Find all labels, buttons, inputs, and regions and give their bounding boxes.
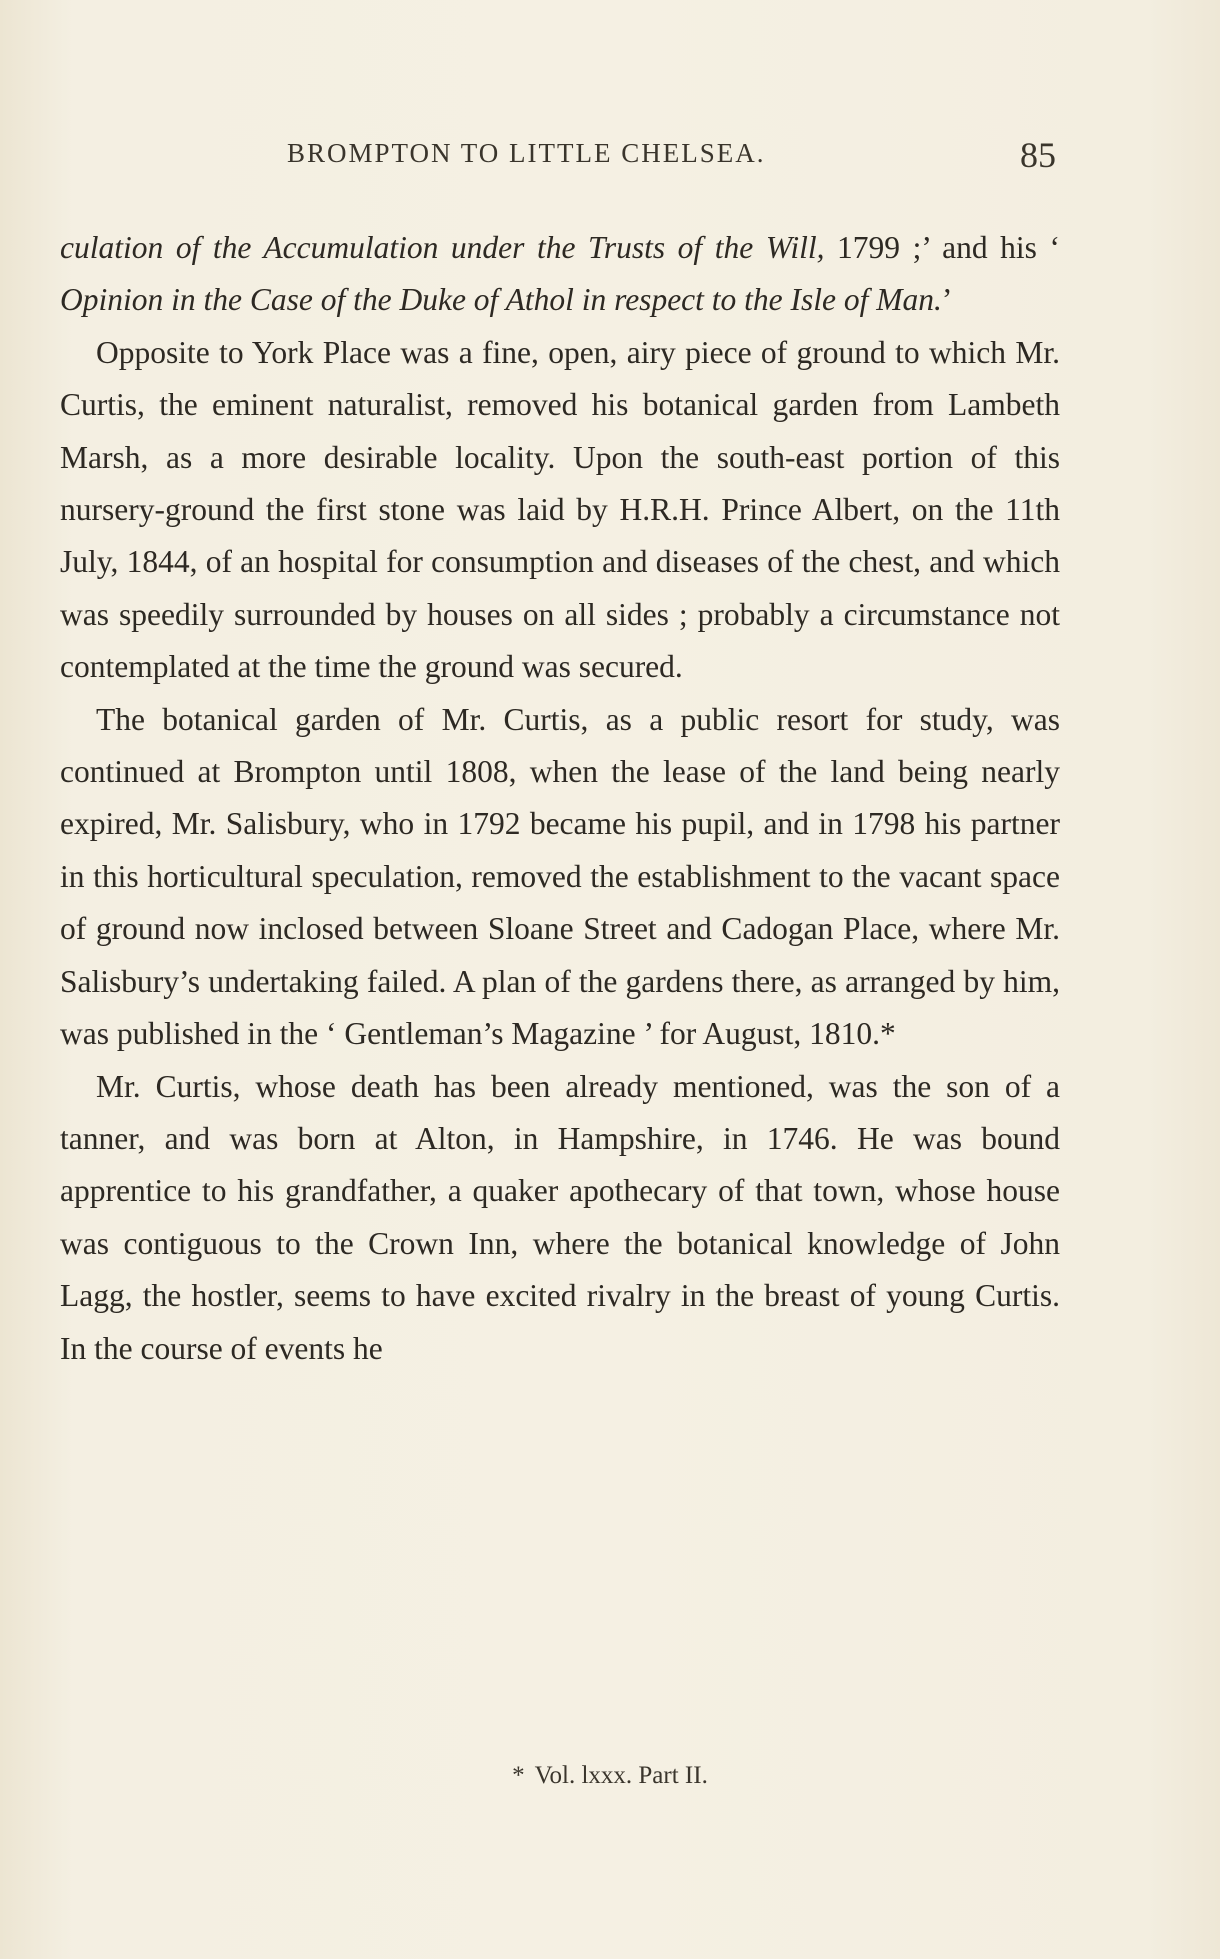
text-segment: Opinion in the Case of the Duke of Athol in respect to the Isle of Man. [60, 282, 942, 318]
text-segment: 1799 ;’ and his ‘ [824, 230, 1060, 265]
paragraph-continuation [60, 222, 1060, 327]
running-head [62, 135, 1056, 178]
footnote [0, 1762, 1220, 1790]
text-segment: culation of the Accumulation under the Trusts of the Will, [60, 230, 825, 265]
paragraph-york-place [60, 327, 1060, 694]
text-segment: ’ [941, 282, 953, 318]
text-segment: The botanical garden of Mr. Curtis, as a public resort for study, was continued at Brompton until 1808, when the lease of the land being nearly expired, Mr. Salisbury, who in 1792 became his pupil, and in 1798 his partner in this horticultural speculation, removed the establishment to the vacant space of ground now inclosed between Sloane Street and Cadogan Place, where Mr. Salisbury’s undertaking failed. A plan of the gardens there, as arranged by him, was published in the ‘ Gentleman’s Magazine ’ for August, 1810.* [60, 701, 1060, 1052]
paragraph-mr-curtis [60, 1061, 1060, 1375]
running-title: BROMPTON TO LITTLE CHELSEA. [287, 138, 766, 168]
page-number: 85 [1020, 135, 1056, 175]
paragraph-botanical-garden [60, 694, 1060, 1061]
body-text [60, 222, 1060, 1375]
text-segment: Opposite to York Place was a fine, open, airy piece of ground to which Mr. Curtis, the eminent naturalist, removed his botanical garden from Lambeth Marsh, as a more desirable locality. Upon the south-east portion of this nursery-ground the first stone was laid by H.R.H. Prince Albert, on the 11th July, 1844, of an hospital for consumption and diseases of the chest, and which was speedily surrounded by houses on all sides ; probably a circumstance not contemplated at the time the ground was secured. [60, 334, 1060, 685]
footnote-text: Vol. lxxx. Part II. [534, 1762, 708, 1789]
footnote-mark: * [512, 1762, 525, 1789]
text-segment: Mr. Curtis, whose death has been already mentioned, was the son of a tanner, and was born at Alton, in Hampshire, in 1746. He was bound apprentice to his grandfather, a quaker apothecary of that town, whose house was contiguous to the Crown Inn, where the botanical knowledge of John Lagg, the hostler, seems to have excited rivalry in the breast of young Curtis. In the course of events he [60, 1068, 1060, 1366]
